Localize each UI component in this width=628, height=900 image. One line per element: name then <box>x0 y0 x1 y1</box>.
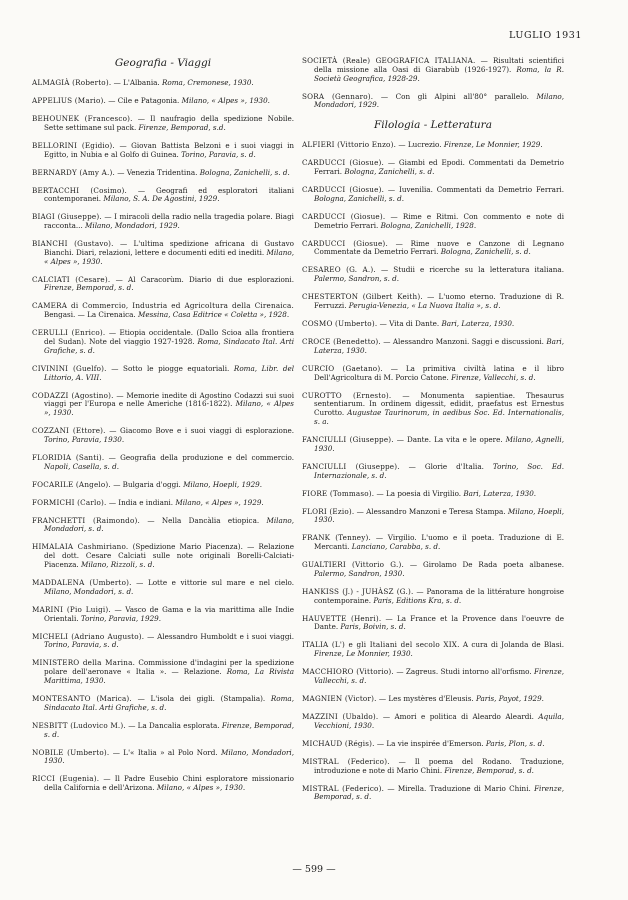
entry-publisher: Milano, Mondadori, 1929. <box>82 221 180 231</box>
entry-author: CURCIO (Gaetano). <box>302 363 383 373</box>
bibliography-entry <box>32 276 294 294</box>
entry-title: — Etiopia occidentale. (Dallo Scioa alla frontiera del Sudan). Note del viaggio 1927-1928. <box>44 328 294 347</box>
entry-title: Bengasi. — La Cirenaica. <box>44 310 136 320</box>
entry-publisher: Augustae Taurinorum, in aedibus Soc. Ed. Internationalis, s. a. <box>314 408 564 426</box>
entry-title: — Il Padre Eusebio Chini esploratore missionario della California e dell'Arizona. <box>44 774 294 793</box>
entry-publisher: Milano, « Alpes », 1930. <box>179 95 270 105</box>
entry-publisher: Bologna, Zanichelli, s. d. <box>438 247 531 257</box>
entry-title: (Spedizione Mario Piacenza). — Relazione del dott. Cesare Calciati sulle note originali Borelli-Calciati-Piacenza. <box>44 542 294 570</box>
entry-author: APPELIUS (Mario). <box>32 95 106 105</box>
entry-title: — Bulgaria d'oggi. <box>110 479 181 489</box>
entry-publisher: Roma, Sindacato Ital. Arti Grafiche, s. d. <box>44 693 294 712</box>
bibliography-entry <box>32 499 294 508</box>
bibliography-entry <box>302 641 564 659</box>
entry-publisher: Roma, Cremonese, 1930. <box>159 78 254 87</box>
entry-title: — Virgilio. L'uomo e il poeta. Traduzione di E. Mercanti. <box>314 533 564 552</box>
entry-author: BEHOUNEK (Francesco). <box>32 113 133 123</box>
entry-publisher: Paris, Editions Kra, s. d. <box>371 595 462 605</box>
section-title-filologia: Filologia - Letteratura <box>374 119 492 132</box>
bibliography-entry <box>32 749 294 767</box>
bibliography-entry <box>302 588 564 606</box>
entry-publisher: Milano, « Alpes », 1929. <box>173 497 264 507</box>
entry-author: CARDUCCI (Giosue). <box>302 211 386 221</box>
entry-title: — Memorie inedite di Agostino Codazzi sui suoi viaggi per l'Europa e nelle Americhe (1816-1822). <box>44 390 294 409</box>
bibliography-entry <box>302 534 564 552</box>
entry-title: — Giacomo Bove e i suoi viaggi di esplorazione. <box>105 426 294 436</box>
entry-title: — Mirella. Traduzione di Mario Chini. <box>384 783 531 793</box>
bibliography-entry <box>302 266 564 284</box>
entry-author: BELLORINI (Egidio). <box>32 140 115 150</box>
bibliography-entry <box>302 561 564 579</box>
entry-author: COSMO (Umberto). <box>302 319 378 329</box>
entry-title: — Dante. La vita e le opere. <box>393 434 503 444</box>
running-header: LUGLIO 1931 <box>508 30 582 41</box>
bibliography-entry <box>32 142 294 160</box>
entry-author: GUALTIERI (Vittorio G.). <box>302 560 404 570</box>
entry-author: HAUVETTE (Henri). <box>302 613 382 623</box>
entry-title: — Vita di Dante. <box>377 319 440 329</box>
entry-author: FANCIULLI (Giuseppe). <box>302 461 400 471</box>
bibliography-entry <box>302 740 564 749</box>
entry-list-continued <box>302 57 564 110</box>
entry-author: MADDALENA (Umberto). <box>32 578 132 588</box>
entry-publisher: Paris, Plon, s. d. <box>483 738 545 748</box>
entry-publisher: Torino, Paravia, s. d. <box>178 149 256 159</box>
entry-title: — La vie inspirée d'Emerson. <box>374 738 484 748</box>
entry-title: — La France et la Provence dans l'oeuvre de Dante. <box>314 613 565 632</box>
entry-publisher: Napoli, Casella, s. d. <box>44 461 119 471</box>
entry-author: FOCARILE (Angelo). <box>32 479 111 489</box>
bibliography-entry <box>32 722 294 740</box>
entry-publisher: Milano, « Alpes », 1930. <box>154 783 246 793</box>
entry-publisher: Roma, Libr. del Littorio, A. VIII. <box>44 363 294 382</box>
entry-title: — Risultati scientifici della missione alla Oasi di Giarabùb (1926-1927). <box>314 56 564 74</box>
entry-author: CALCIATI (Cesare). <box>32 274 111 284</box>
bibliography-entry <box>32 481 294 490</box>
entry-publisher: Bologna, Zanichelli, s. d. <box>342 167 435 177</box>
entry-publisher: Bari, Laterza, 1930. <box>439 319 515 329</box>
bibliography-entry <box>302 695 564 704</box>
entry-title: — Glorie d'Italia. <box>399 461 484 471</box>
entry-publisher: Bologna, Zanichelli, s. d. <box>197 167 290 177</box>
bibliography-entry <box>302 668 564 686</box>
entry-publisher: Roma, la R. Società Geografica, 1928-29. <box>314 64 564 83</box>
page-number: — 599 — <box>292 864 336 875</box>
entry-publisher: Roma, La Rivista Marittima, 1930. <box>44 667 294 685</box>
entry-title: Commissione d'indagini per la spedizione polare dell'aeronave « Italia ». — Relazione. <box>44 658 294 677</box>
entry-title: — Zagreus. Studi intorno all'orfismo. <box>393 667 532 677</box>
entry-author: CERULLI (Enrico). <box>32 328 106 338</box>
bibliography-entry <box>32 240 294 266</box>
entry-publisher: Milano, Mondadori, s. d. <box>44 586 134 596</box>
entry-title: — Rime nuove e Canzone di Legnano Commentate da Demetrio Ferrari. <box>314 238 565 257</box>
bibliography-entry <box>32 659 294 685</box>
entry-author: CARDUCCI (Giosue). <box>302 238 388 248</box>
bibliography-entry <box>32 579 294 597</box>
bibliography-entry <box>32 365 294 383</box>
entry-author: MICHELI (Adriano Augusto). <box>32 631 145 641</box>
entry-author: BIAGI (Giuseppe). <box>32 212 102 222</box>
entry-title: — Alessandro Manzoni e Teresa Stampa. <box>354 506 506 516</box>
entry-author: CODAZZI (Agostino). <box>32 390 114 400</box>
bibliography-entry <box>302 240 564 258</box>
entry-publisher: Milano, Agnelli, 1930. <box>314 434 564 453</box>
entry-title: — Cile e Patagonia. <box>106 95 180 105</box>
bibliography-entry <box>32 329 294 355</box>
entry-author: FLORI (Ezio). <box>302 506 355 516</box>
entry-author: NESBITT (Ludovico M.). <box>32 720 126 730</box>
entry-title: — Panorama de la littérature hongroise contemporaine. <box>314 586 565 605</box>
entry-publisher: Firenze, Bemporad, s. d. <box>44 283 134 293</box>
entry-author: CIVININI (Guelfo). <box>32 363 107 373</box>
entry-author: FRANCHETTI (Raimondo). <box>32 515 140 525</box>
entry-publisher: Bari, Laterza, 1930. <box>461 488 537 498</box>
entry-publisher: Paris, Boivin, s. d. <box>338 622 406 632</box>
entry-author: MISTRAL (Federico). <box>302 783 385 793</box>
entry-title: — Geografi ed esploratori italiani contemporanei. <box>44 185 294 204</box>
entry-title: — L'Albania. <box>111 78 160 87</box>
bibliography-entry <box>302 490 564 499</box>
entry-publisher: Perugia-Venezia, « La Nuova Italia », s. d. <box>346 301 501 311</box>
bibliography-entry <box>302 785 564 803</box>
entry-title: — L'isola dei gigli. (Stampalia). <box>131 693 266 703</box>
bibliography-entry <box>302 186 564 204</box>
entry-publisher: Torino, Soc. Ed. Internazionale, s. d. <box>314 461 564 480</box>
entry-author: BIANCHI (Gustavo). <box>32 239 114 249</box>
entry-author: HANKISS (J.) - JUHÀSZ (G.). <box>302 586 414 596</box>
bibliography-entry <box>32 213 294 231</box>
bibliography-entry <box>302 615 564 633</box>
entry-author: HIMALAIA Cashmiriano. <box>32 542 129 552</box>
entry-author: SOCIETÀ (Reale) GEOGRAFICA ITALIANA. <box>302 56 476 65</box>
bibliography-entry <box>302 213 564 231</box>
bibliography-entry <box>32 169 294 178</box>
entry-author: SORA (Gennaro). <box>302 91 374 101</box>
entry-author: ITALIA (L') e gli Italiani del secolo XIX. <box>302 640 460 650</box>
bibliography-entry <box>302 57 564 83</box>
entry-author: MAGNIEN (Victor). <box>302 693 377 703</box>
bibliography-entry <box>32 633 294 651</box>
entry-publisher: Messina, Casa Editrice « Coletta », 1928. <box>135 310 290 320</box>
entry-title: — La primitiva civiltà latina e il libro Dell'Agricoltura di M. Porcio Catone. <box>314 363 565 382</box>
entry-author: BERNARDY (Amy A.). <box>32 167 115 177</box>
bibliography-entry <box>32 517 294 535</box>
section-title-geografia: Geografia - Viaggi <box>114 57 212 69</box>
entry-author: CROCE (Benedetto). <box>302 337 381 347</box>
bibliography-entry <box>302 392 564 427</box>
bibliography-entry <box>32 606 294 624</box>
right-column <box>302 57 564 811</box>
entry-list-filologia <box>302 141 564 802</box>
entry-author: ALMAGIÀ (Roberto). <box>32 78 112 87</box>
left-column <box>32 57 294 802</box>
bibliography-entry <box>302 508 564 526</box>
entry-author: MISTRAL (Federico). <box>302 756 390 766</box>
entry-publisher: Palermo, Sandron, 1930. <box>314 568 405 578</box>
entry-title: — Girolamo De Rada poeta albanese. <box>403 560 564 570</box>
entry-title: — La poesia di Virgilio. <box>374 488 462 498</box>
bibliography-entry <box>32 97 294 106</box>
entry-author: FANCIULLI (Giuseppe). <box>302 434 394 444</box>
bibliography-entry <box>302 93 564 111</box>
entry-author: CARDUCCI (Giosue). <box>302 158 385 168</box>
entry-publisher: Torino, Paravia, 1930. <box>44 434 125 444</box>
entry-title: — Giovan Battista Belzoni e i suoi viaggi in Egitto, in Nubia e al Golfo di Guinea. <box>44 140 295 159</box>
bibliography-entry <box>32 543 294 569</box>
entry-author: MINISTERO della Marina. <box>32 658 136 668</box>
entry-title: — Geografia della produzione e del commercio. <box>104 452 294 462</box>
entry-title: — Il poema del Rodano. Traduzione, introduzione e note di Mario Chini. <box>314 756 564 775</box>
entry-author: MACCHIORO (Vittorio). <box>302 667 394 677</box>
entry-author: FRANK (Tenney). <box>302 533 372 543</box>
entry-title: — Con gli Alpini all'80° parallelo. <box>373 91 529 101</box>
bibliography-entry <box>32 427 294 445</box>
entry-publisher: Milano, Mondadori, s. d. <box>44 515 294 534</box>
bibliography-entry <box>32 775 294 793</box>
entry-publisher: Milano, Hoepli, 1929. <box>180 479 263 489</box>
bibliography-entry <box>32 695 294 713</box>
bibliography-entry <box>32 302 294 320</box>
entry-author: MAZZINI (Ubaldo). <box>302 711 379 721</box>
entry-publisher: Milano, Rizzoli, s. d. <box>78 560 155 570</box>
entry-list-geografia <box>32 79 294 793</box>
entry-publisher: Milano, Mondadori, 1929. <box>314 91 564 110</box>
bibliography-entry <box>32 115 294 133</box>
entry-title: — Alessandro Humboldt e i suoi viaggi. <box>144 631 294 641</box>
entry-publisher: Firenze, Le Monnier, 1929. <box>441 140 543 150</box>
entry-title: — Giambi ed Epodi. Commentati da Demetrio Ferrari. <box>314 158 565 177</box>
entry-publisher: Firenze, Bemporad, s. d. <box>442 765 534 775</box>
entry-title: — L'ultima spedizione africana di Gustavo Bianchi. Diari, relazioni, lettere e documenti editi ed inediti. <box>44 239 295 257</box>
entry-author: CHESTERTON (Gilbert Keith). <box>302 292 423 302</box>
entry-title: — Lotte e vittorie sul mare e nel cielo. <box>131 578 294 588</box>
entry-author: CAMERA di Commercio, Industria ed Agricoltura della Cirenaica. <box>32 301 294 311</box>
bibliography-entry <box>32 79 294 88</box>
bibliography-entry <box>302 365 564 383</box>
entry-title: — Vasco de Gama e la via marittima alle Indie Orientali. <box>44 604 294 623</box>
entry-title: — La Dancalia esplorata. <box>125 720 220 730</box>
entry-title: — Iuvenilia. Commentati da Demetrio Ferrari. <box>384 185 564 195</box>
entry-author: RICCI (Eugenia). <box>32 774 100 784</box>
entry-title: — Al Caracorùm. Diario di due esplorazioni. <box>110 274 294 284</box>
entry-publisher: Bologna, Zanichelli, s. d. <box>314 193 405 203</box>
entry-author: CESAREO (G. A.). <box>302 265 376 275</box>
entry-title: — Studii e ricerche su la letteratura italiana. <box>375 265 564 275</box>
entry-author: MARINI (Pio Luigi). <box>32 604 111 614</box>
entry-title: A cura di Jolanda de Blasi. <box>459 640 564 650</box>
bibliography-entry <box>302 141 564 150</box>
entry-author: ALFIERI (Vittorio Enzo). <box>302 140 397 150</box>
entry-author: CARDUCCI (Giosue). <box>302 185 385 195</box>
entry-author: MICHAUD (Régis). <box>302 738 375 748</box>
entry-author: CUROTTO (Ernesto). <box>302 390 392 400</box>
entry-title: — Lucrezio. <box>396 140 442 150</box>
entry-publisher: Firenze, Bemporad, s. d. <box>314 783 564 802</box>
entry-title: — Alessandro Manzoni. Saggi e discussioni. <box>380 337 544 347</box>
bibliography-entry <box>302 463 564 481</box>
entry-author: FLORIDIA (Santi). <box>32 452 105 462</box>
entry-author: FORMICHI (Carlo). <box>32 497 107 507</box>
entry-title: — Rime e Ritmi. Con commento e note di Demetrio Ferrari. <box>314 211 564 230</box>
bibliography-entry <box>302 338 564 356</box>
entry-title: — Nella Dancàlia etiopica. <box>139 515 260 525</box>
entry-title: — Les mystères d'Eleusis. <box>376 693 474 703</box>
entry-title: — L'uomo eterno. Traduzione di R. Ferruzzi. <box>314 292 565 311</box>
entry-title: — Amori e politica di Aleardo Aleardi. <box>378 711 534 721</box>
entry-author: FIORE (Tommaso). <box>302 488 375 498</box>
bibliography-entry <box>302 436 564 454</box>
entry-title: — Venezia Tridentina. <box>114 167 198 177</box>
bibliography-entry <box>302 758 564 776</box>
entry-publisher: Firenze, Vallecchi, s. d. <box>448 372 536 382</box>
entry-publisher: Roma, Sindacato Ital. Arti Grafiche, s. d. <box>44 337 295 355</box>
entry-publisher: Torino, Paravia, 1929. <box>78 613 161 623</box>
entry-publisher: Firenze, Bemporad, s. d. <box>44 720 294 739</box>
entry-publisher: Firenze, Bemporad, s.d. <box>136 122 226 132</box>
entry-publisher: Paris, Payot, 1929. <box>473 693 544 703</box>
entry-publisher: Torino, Paravia, s. d. <box>44 640 119 650</box>
bibliography-entry <box>302 293 564 311</box>
entry-title: — India e indiani. <box>106 497 174 507</box>
bibliography-entry <box>32 454 294 472</box>
entry-publisher: Milano, « Alpes », 1930. <box>44 399 294 418</box>
entry-publisher: Milano, « Alpes », 1930. <box>44 247 294 266</box>
entry-title: — Monumenta sapientiae. Thesaurus sententiarum. In ordinem digessit, edidit, praefatus est Ernestus Curotto. <box>314 390 564 418</box>
entry-title: — Il naufragio della spedizione Nobile. Sette settimane sul pack. <box>44 113 295 132</box>
entry-publisher: Firenze, Vallecchi, s. d. <box>314 667 564 685</box>
entry-publisher: Palermo, Sandron, s. d. <box>314 274 400 284</box>
entry-publisher: Milano, Hoepli, 1930. <box>314 506 564 525</box>
entry-author: MONTESANTO (Marica). <box>32 693 132 703</box>
entry-publisher: Milano, S. A. De Agostini, 1929. <box>101 194 220 204</box>
entry-publisher: Firenze, Le Monnier, 1930. <box>314 649 413 659</box>
entry-author: BERTACCHI (Cosimo). <box>32 185 128 195</box>
entry-publisher: Bologna, Zanichelli, 1928. <box>378 220 477 230</box>
bibliography-entry <box>302 713 564 731</box>
entry-title: — Sotto le piogge equatoriali. <box>106 363 230 373</box>
entry-author: NOBILE (Umberto). <box>32 747 110 757</box>
entry-publisher: Aquila, Vecchioni, 1930. <box>314 711 564 730</box>
entry-title: — L'« Italia » al Polo Nord. <box>109 747 218 757</box>
entry-publisher: Milano, Mondadori, 1930. <box>44 747 295 766</box>
bibliography-entry <box>32 187 294 205</box>
bibliography-entry <box>302 320 564 329</box>
bibliography-entry <box>302 159 564 177</box>
bibliography-entry <box>32 392 294 418</box>
entry-publisher: Bari, Laterza, 1930. <box>314 337 564 355</box>
entry-title: — I miracoli della radio nella tragedia polare. Biagi racconta... <box>44 212 294 231</box>
entry-author: COZZANI (Ettore). <box>32 426 106 436</box>
entry-publisher: Lanciano, Carabba, s. d. <box>349 542 441 552</box>
